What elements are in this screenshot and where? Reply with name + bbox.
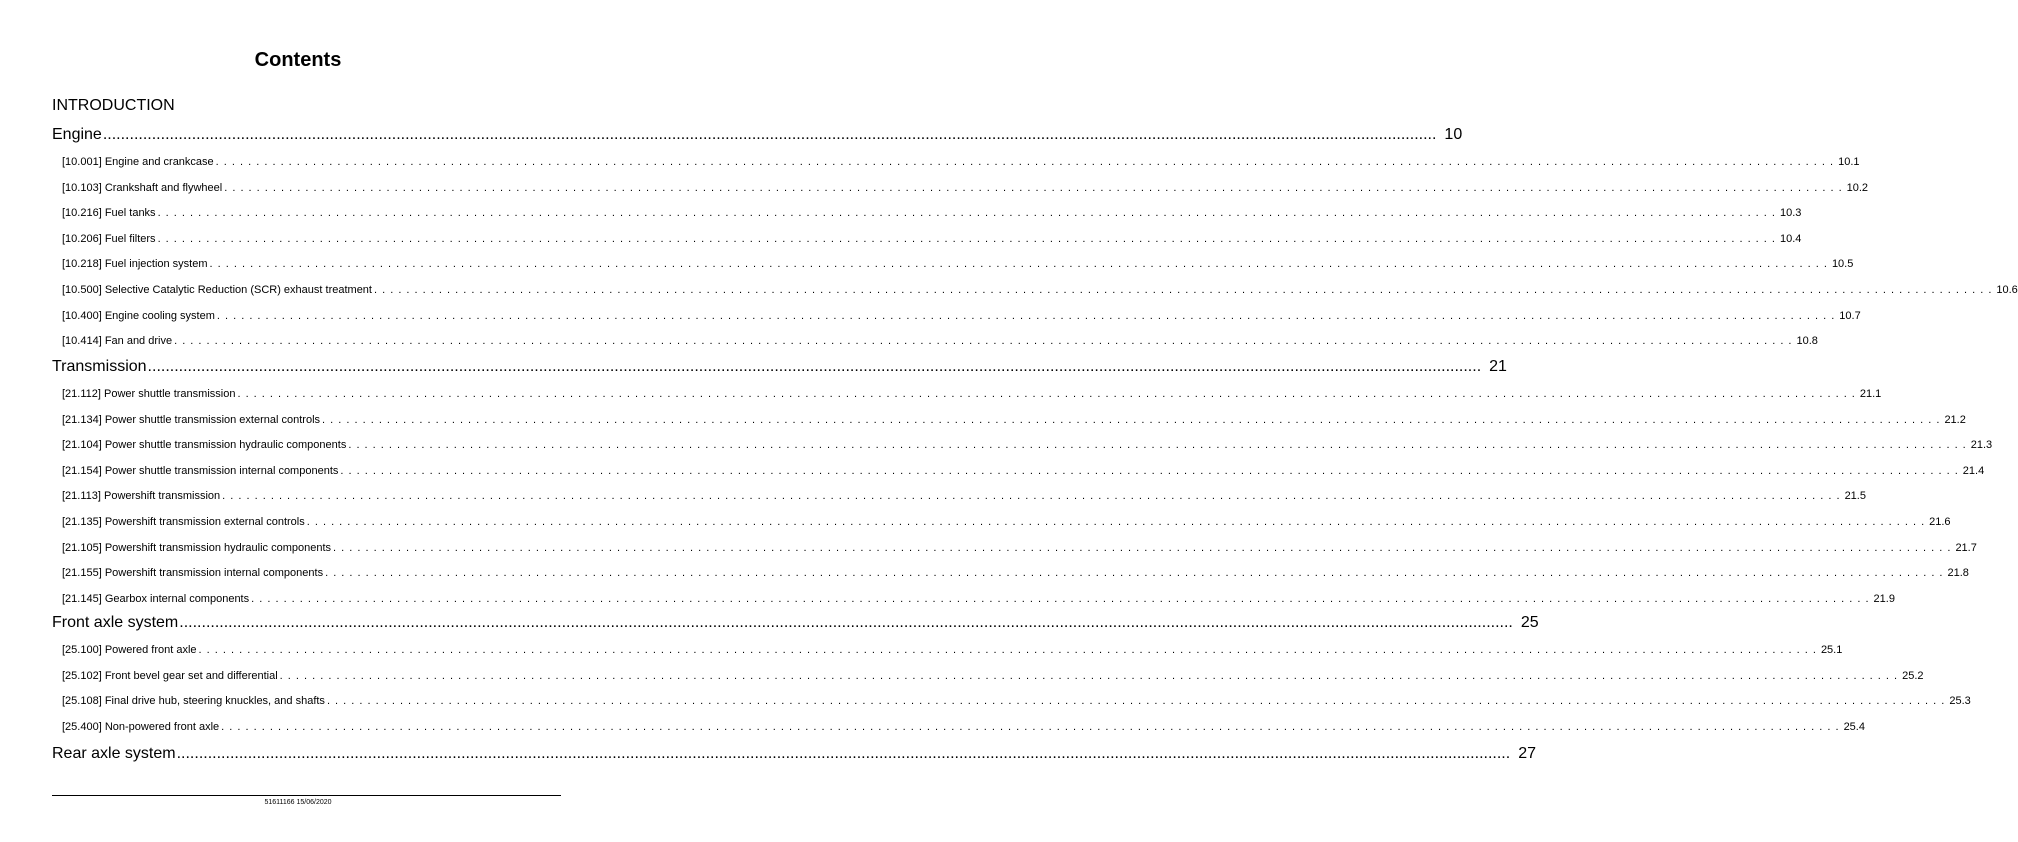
dot-leader: . . . . . . . . . . . . . . . . . . . . . . . . . . . . . . . . . . . . . . . . . . . . . . . . . . . . . . . . . . . . . . . . . . . . . . . . . . . . . . . . . . . . . . . . . . . . . . . . . . . . . . . . . . . . . . . . . . . . . . . . . . . . . . . . . . . . . . . . . . . . . . . . . . . . . . . . . . . . . . . . . . . . . . . . . . . . . . . . . . . . . . . . . . . . . . . . . . . . . . . .	[333, 541, 1952, 554]
toc-entry-label: [25.102] Front bevel gear set and differential	[62, 669, 278, 682]
toc-entry[interactable]	[52, 592, 1895, 605]
dot-leader: . . . . . . . . . . . . . . . . . . . . . . . . . . . . . . . . . . . . . . . . . . . . . . . . . . . . . . . . . . . . . . . . . . . . . . . . . . . . . . . . . . . . . . . . . . . . . . . . . . . . . . . . . . . . . . . . . . . . . . . . . . . . . . . . . . . . . . . . . . . . . . . . . . . . . . . . . . . . . . . . . . . . . . . . . . . . . . . . . . . . . . . . . . . . . . . . . . . . . . . .	[215, 156, 1835, 168]
toc-entry[interactable]	[52, 541, 1977, 554]
dot-leader: . . . . . . . . . . . . . . . . . . . . . . . . . . . . . . . . . . . . . . . . . . . . . . . . . . . . . . . . . . . . . . . . . . . . . . . . . . . . . . . . . . . . . . . . . . . . . . . . . . . . . . . . . . . . . . . . . . . . . . . . . . . . . . . . . . . . . . . . . . . . . . . . . . . . . . . . . . . . . . . . . . . . . . . . . . . . . . . . . . . . . . . . . . . . . . . . . . . . . . . .	[222, 490, 1841, 503]
toc-entry-label: [25.108] Final drive hub, steering knuckles, and shafts	[62, 695, 325, 708]
dot-leader: . . . . . . . . . . . . . . . . . . . . . . . . . . . . . . . . . . . . . . . . . . . . . . . . . . . . . . . . . . . . . . . . . . . . . . . . . . . . . . . . . . . . . . . . . . . . . . . . . . . . . . . . . . . . . . . . . . . . . . . . . . . . . . . . . . . . . . . . . . . . . . . . . . . . . . . . . . . . . . . . . . . . . . . . . . . . . . . . . . . . . . . . . . . . . . . . . . . . . . . .	[216, 309, 1836, 322]
toc-entry[interactable]	[52, 439, 1993, 452]
dot-leader: . . . . . . . . . . . . . . . . . . . . . . . . . . . . . . . . . . . . . . . . . . . . . . . . . . . . . . . . . . . . . . . . . . . . . . . . . . . . . . . . . . . . . . . . . . . . . . . . . . . . . . . . . . . . . . . . . . . . . . . . . . . . . . . . . . . . . . . . . . . . . . . . . . . . . . . . . . . . . . . . . . . . . . . . . . . . . . . . . . . . . . . . . . . . . . . . . . . . . . . .	[340, 464, 1959, 477]
toc-entry-page: 21.1	[1859, 388, 1882, 400]
toc-entry[interactable]	[52, 335, 1818, 348]
dot-leader: ............................................................................................................................................................................................................................................................................................................	[179, 614, 1513, 631]
toc-entry-label: [10.414] Fan and drive	[62, 335, 173, 348]
toc-section[interactable]	[52, 358, 1507, 376]
toc-entry-page: 25.3	[1949, 695, 1971, 708]
toc-section-page: 27	[1518, 745, 1536, 762]
toc-entry-label: [21.113] Powershift transmission	[62, 490, 221, 503]
toc-entry-label: [21.104] Power shuttle transmission hydraulic components	[62, 439, 347, 452]
toc-entry-page: 10.2	[1846, 181, 1869, 194]
toc-section-title: Transmission	[52, 358, 147, 375]
dot-leader: . . . . . . . . . . . . . . . . . . . . . . . . . . . . . . . . . . . . . . . . . . . . . . . . . . . . . . . . . . . . . . . . . . . . . . . . . . . . . . . . . . . . . . . . . . . . . . . . . . . . . . . . . . . . . . . . . . . . . . . . . . . . . . . . . . . . . . . . . . . . . . . . . . . . . . . . . . . . . . . . . . . . . . . . . . . . . . . . . . . . . . . . . . . . . . . . . . . . . . . .	[198, 644, 1817, 656]
toc-entry[interactable]	[52, 232, 1802, 245]
dot-leader: . . . . . . . . . . . . . . . . . . . . . . . . . . . . . . . . . . . . . . . . . . . . . . . . . . . . . . . . . . . . . . . . . . . . . . . . . . . . . . . . . . . . . . . . . . . . . . . . . . . . . . . . . . . . . . . . . . . . . . . . . . . . . . . . . . . . . . . . . . . . . . . . . . . . . . . . . . . . . . . . . . . . . . . . . . . . . . . . . . . . . . . . . . . . . . . . . . . . . . . .	[373, 284, 1993, 296]
dot-leader: . . . . . . . . . . . . . . . . . . . . . . . . . . . . . . . . . . . . . . . . . . . . . . . . . . . . . . . . . . . . . . . . . . . . . . . . . . . . . . . . . . . . . . . . . . . . . . . . . . . . . . . . . . . . . . . . . . . . . . . . . . . . . . . . . . . . . . . . . . . . . . . . . . . . . . . . . . . . . . . . . . . . . . . . . . . . . . . . . . . . . . . . . . . . . . . . . . . . . . . .	[251, 592, 1870, 605]
toc-entry-label: [21.105] Powershift transmission hydraulic components	[62, 541, 332, 554]
toc-entry[interactable]	[52, 720, 1865, 733]
toc-section-page: 10	[1444, 126, 1463, 143]
toc-entry[interactable]	[52, 464, 1985, 477]
toc-section-title: Rear axle system	[52, 745, 176, 762]
toc-entry-label: [21.154] Power shuttle transmission internal components	[62, 464, 339, 477]
footer-divider	[52, 795, 561, 796]
toc-entry-page: 10.3	[1779, 207, 1802, 220]
toc-entry-label: [10.218] Fuel injection system	[62, 258, 208, 271]
toc-entry-page: 10.5	[1831, 258, 1854, 271]
dot-leader: . . . . . . . . . . . . . . . . . . . . . . . . . . . . . . . . . . . . . . . . . . . . . . . . . . . . . . . . . . . . . . . . . . . . . . . . . . . . . . . . . . . . . . . . . . . . . . . . . . . . . . . . . . . . . . . . . . . . . . . . . . . . . . . . . . . . . . . . . . . . . . . . . . . . . . . . . . . . . . . . . . . . . . . . . . . . . . . . . . . . . . . . . . . . . . . . . . . . . . . .	[174, 335, 1793, 348]
toc-entry-label: [10.001] Engine and crankcase	[62, 156, 214, 168]
toc-section[interactable]	[52, 126, 1463, 144]
toc-section-title: Engine	[52, 126, 102, 143]
toc-entry[interactable]	[52, 567, 1969, 580]
dot-leader: ............................................................................................................................................................................................................................................................................................................	[102, 126, 1437, 143]
toc-entry[interactable]	[52, 181, 1869, 194]
toc-entry-label: [21.112] Power shuttle transmission	[62, 388, 236, 400]
toc-entry-page: 21.9	[1873, 592, 1895, 605]
page-title: Contents	[254, 49, 342, 71]
toc-introduction[interactable]: INTRODUCTION	[52, 97, 175, 114]
document-footer: 51611166 15/06/2020	[264, 799, 332, 806]
toc-entry-page: 21.8	[1947, 567, 1969, 580]
dot-leader: . . . . . . . . . . . . . . . . . . . . . . . . . . . . . . . . . . . . . . . . . . . . . . . . . . . . . . . . . . . . . . . . . . . . . . . . . . . . . . . . . . . . . . . . . . . . . . . . . . . . . . . . . . . . . . . . . . . . . . . . . . . . . . . . . . . . . . . . . . . . . . . . . . . . . . . . . . . . . . . . . . . . . . . . . . . . . . . . . . . . . . . . . . . . . . . . . . . . . . . .	[348, 439, 1967, 452]
dot-leader: . . . . . . . . . . . . . . . . . . . . . . . . . . . . . . . . . . . . . . . . . . . . . . . . . . . . . . . . . . . . . . . . . . . . . . . . . . . . . . . . . . . . . . . . . . . . . . . . . . . . . . . . . . . . . . . . . . . . . . . . . . . . . . . . . . . . . . . . . . . . . . . . . . . . . . . . . . . . . . . . . . . . . . . . . . . . . . . . . . . . . . . . . . . . . . . . . . . . . . . .	[322, 413, 1941, 426]
toc-entry-page: 10.8	[1796, 335, 1818, 348]
dot-leader: ............................................................................................................................................................................................................................................................................................................	[176, 745, 1511, 762]
dot-leader: . . . . . . . . . . . . . . . . . . . . . . . . . . . . . . . . . . . . . . . . . . . . . . . . . . . . . . . . . . . . . . . . . . . . . . . . . . . . . . . . . . . . . . . . . . . . . . . . . . . . . . . . . . . . . . . . . . . . . . . . . . . . . . . . . . . . . . . . . . . . . . . . . . . . . . . . . . . . . . . . . . . . . . . . . . . . . . . . . . . . . . . . . . . . . . . . . . . . . . . .	[326, 695, 1946, 708]
dot-leader: . . . . . . . . . . . . . . . . . . . . . . . . . . . . . . . . . . . . . . . . . . . . . . . . . . . . . . . . . . . . . . . . . . . . . . . . . . . . . . . . . . . . . . . . . . . . . . . . . . . . . . . . . . . . . . . . . . . . . . . . . . . . . . . . . . . . . . . . . . . . . . . . . . . . . . . . . . . . . . . . . . . . . . . . . . . . . . . . . . . . . . . . . . . . . . . . . . . . . . . .	[157, 232, 1776, 245]
toc-entry-page: 21.3	[1970, 439, 1993, 452]
toc-section-page: 25	[1520, 614, 1539, 631]
toc-entry-page: 10.7	[1839, 309, 1861, 322]
toc-entry-label: [10.216] Fuel tanks	[62, 207, 156, 220]
toc-entry-page: 10.1	[1838, 156, 1860, 168]
toc-entry[interactable]	[52, 490, 1866, 503]
toc-entry[interactable]	[52, 284, 2018, 296]
toc-entry[interactable]	[52, 258, 1854, 271]
toc-entry-page: 21.5	[1844, 490, 1866, 503]
toc-entry[interactable]	[52, 516, 1951, 528]
toc-entry-label: [21.135] Powershift transmission external controls	[62, 516, 305, 528]
toc-section[interactable]	[52, 745, 1536, 763]
toc-entry-label: [25.100] Powered front axle	[62, 644, 197, 656]
toc-entry-page: 21.6	[1929, 516, 1951, 528]
toc-entry-page: 21.4	[1962, 464, 1985, 477]
dot-leader: . . . . . . . . . . . . . . . . . . . . . . . . . . . . . . . . . . . . . . . . . . . . . . . . . . . . . . . . . . . . . . . . . . . . . . . . . . . . . . . . . . . . . . . . . . . . . . . . . . . . . . . . . . . . . . . . . . . . . . . . . . . . . . . . . . . . . . . . . . . . . . . . . . . . . . . . . . . . . . . . . . . . . . . . . . . . . . . . . . . . . . . . . . . . . . . . . . . . . . . .	[325, 567, 1944, 580]
toc-entry[interactable]	[52, 413, 1966, 426]
toc-entry-label: [10.103] Crankshaft and flywheel	[62, 181, 223, 194]
toc-entry[interactable]	[52, 669, 1924, 682]
dot-leader: . . . . . . . . . . . . . . . . . . . . . . . . . . . . . . . . . . . . . . . . . . . . . . . . . . . . . . . . . . . . . . . . . . . . . . . . . . . . . . . . . . . . . . . . . . . . . . . . . . . . . . . . . . . . . . . . . . . . . . . . . . . . . . . . . . . . . . . . . . . . . . . . . . . . . . . . . . . . . . . . . . . . . . . . . . . . . . . . . . . . . . . . . . . . . . . . . . . . . . . .	[209, 258, 1828, 271]
toc-entry[interactable]	[52, 156, 1860, 168]
toc-entry[interactable]	[52, 309, 1861, 322]
toc-entry-page: 25.2	[1902, 669, 1924, 682]
toc-entry-label: [25.400] Non-powered front axle	[62, 720, 220, 733]
dot-leader: . . . . . . . . . . . . . . . . . . . . . . . . . . . . . . . . . . . . . . . . . . . . . . . . . . . . . . . . . . . . . . . . . . . . . . . . . . . . . . . . . . . . . . . . . . . . . . . . . . . . . . . . . . . . . . . . . . . . . . . . . . . . . . . . . . . . . . . . . . . . . . . . . . . . . . . . . . . . . . . . . . . . . . . . . . . . . . . . . . . . . . . . . . . . . . . . . . . . . . . .	[157, 207, 1776, 220]
dot-leader: . . . . . . . . . . . . . . . . . . . . . . . . . . . . . . . . . . . . . . . . . . . . . . . . . . . . . . . . . . . . . . . . . . . . . . . . . . . . . . . . . . . . . . . . . . . . . . . . . . . . . . . . . . . . . . . . . . . . . . . . . . . . . . . . . . . . . . . . . . . . . . . . . . . . . . . . . . . . . . . . . . . . . . . . . . . . . . . . . . . . . . . . . . . . . . . . . . . . . . . .	[279, 669, 1899, 682]
toc-entry-label: [21.155] Powershift transmission internal components	[62, 567, 324, 580]
toc-entry-page: 10.6	[1996, 284, 2018, 296]
dot-leader: . . . . . . . . . . . . . . . . . . . . . . . . . . . . . . . . . . . . . . . . . . . . . . . . . . . . . . . . . . . . . . . . . . . . . . . . . . . . . . . . . . . . . . . . . . . . . . . . . . . . . . . . . . . . . . . . . . . . . . . . . . . . . . . . . . . . . . . . . . . . . . . . . . . . . . . . . . . . . . . . . . . . . . . . . . . . . . . . . . . . . . . . . . . . . . . . . . . . . . . .	[237, 388, 1856, 400]
toc-section[interactable]	[52, 614, 1539, 632]
toc-entry-label: [10.400] Engine cooling system	[62, 309, 215, 322]
toc-entry-page: 25.1	[1820, 644, 1843, 656]
dot-leader: . . . . . . . . . . . . . . . . . . . . . . . . . . . . . . . . . . . . . . . . . . . . . . . . . . . . . . . . . . . . . . . . . . . . . . . . . . . . . . . . . . . . . . . . . . . . . . . . . . . . . . . . . . . . . . . . . . . . . . . . . . . . . . . . . . . . . . . . . . . . . . . . . . . . . . . . . . . . . . . . . . . . . . . . . . . . . . . . . . . . . . . . . . . . . . . . . . . . . . . .	[224, 181, 1843, 194]
toc-entry-page: 10.4	[1779, 232, 1802, 245]
toc-entry[interactable]	[52, 644, 1843, 656]
toc-entry[interactable]	[52, 695, 1971, 708]
toc-entry-page: 25.4	[1843, 720, 1865, 733]
dot-leader: . . . . . . . . . . . . . . . . . . . . . . . . . . . . . . . . . . . . . . . . . . . . . . . . . . . . . . . . . . . . . . . . . . . . . . . . . . . . . . . . . . . . . . . . . . . . . . . . . . . . . . . . . . . . . . . . . . . . . . . . . . . . . . . . . . . . . . . . . . . . . . . . . . . . . . . . . . . . . . . . . . . . . . . . . . . . . . . . . . . . . . . . . . . . . . . . . . . . . . . .	[306, 516, 1926, 528]
toc-entry-label: [21.145] Gearbox internal components	[62, 592, 250, 605]
toc-entry-page: 21.2	[1944, 413, 1966, 426]
toc-entry[interactable]	[52, 207, 1802, 220]
toc-entry-label: [10.500] Selective Catalytic Reduction (SCR) exhaust treatment	[62, 284, 372, 296]
dot-leader: . . . . . . . . . . . . . . . . . . . . . . . . . . . . . . . . . . . . . . . . . . . . . . . . . . . . . . . . . . . . . . . . . . . . . . . . . . . . . . . . . . . . . . . . . . . . . . . . . . . . . . . . . . . . . . . . . . . . . . . . . . . . . . . . . . . . . . . . . . . . . . . . . . . . . . . . . . . . . . . . . . . . . . . . . . . . . . . . . . . . . . . . . . . . . . . . . . . . . . . .	[221, 720, 1840, 733]
toc-entry-label: [21.134] Power shuttle transmission external controls	[62, 413, 321, 426]
dot-leader: ............................................................................................................................................................................................................................................................................................................	[147, 358, 1482, 375]
toc-section-page: 21	[1489, 358, 1507, 375]
toc-entry[interactable]	[52, 388, 1882, 400]
toc-section-title: Front axle system	[52, 614, 179, 631]
toc-entry-label: [10.206] Fuel filters	[62, 232, 156, 245]
toc-entry-page: 21.7	[1955, 541, 1977, 554]
